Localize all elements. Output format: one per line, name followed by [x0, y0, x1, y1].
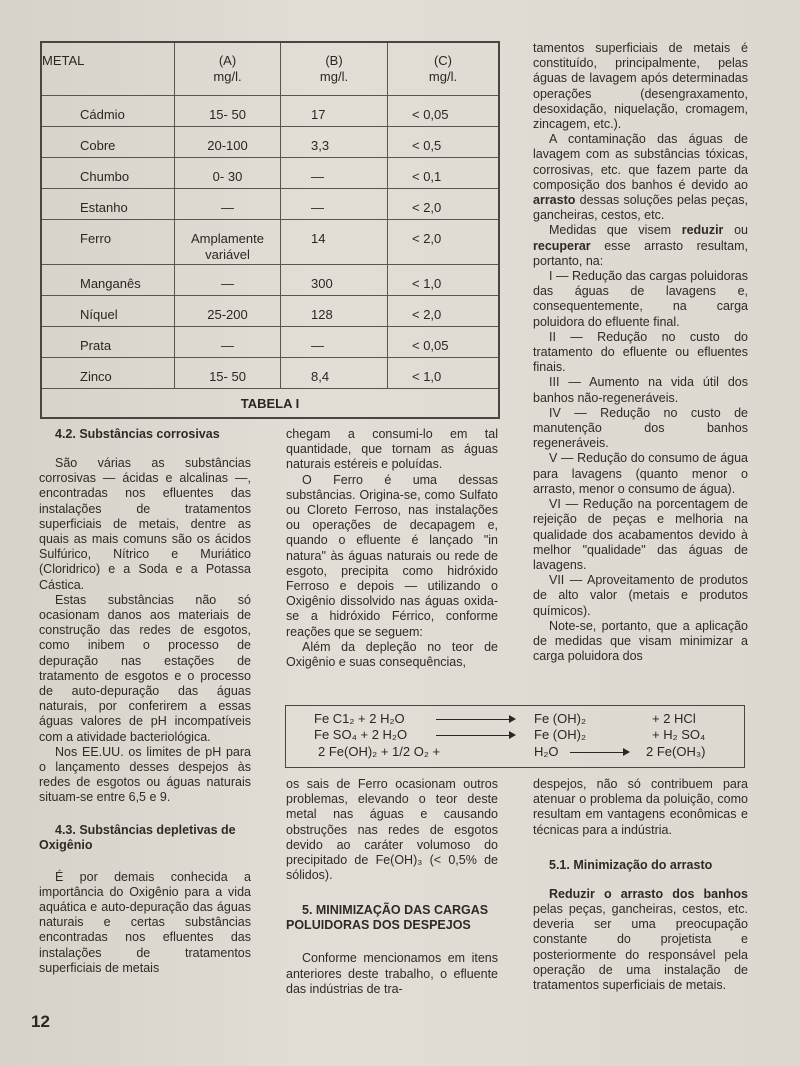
table-cell — [175, 95, 281, 126]
text-run: dessas soluções pelas peças, gancheiras, cestos, etc. — [533, 193, 748, 223]
text-run: Medidas que visem — [549, 223, 682, 238]
equation-2-left: Fe SO₄ + 2 H₂O — [314, 727, 408, 742]
table-cell — [388, 157, 498, 188]
table-cell — [42, 157, 175, 188]
emphasis: recuperar — [533, 238, 591, 253]
table-header-cell — [281, 43, 388, 95]
table-row — [42, 126, 498, 158]
paragraph: chegam a consumi-lo em tal quantidade, que tornam as águas naturais estéreis e poluídas. — [286, 427, 498, 472]
table-cell — [42, 219, 175, 264]
table-cell — [388, 188, 498, 219]
paragraph: Além da depleção no teor de Oxigênio e suas consequências, — [286, 639, 498, 670]
table-cell — [175, 357, 281, 388]
table-cell — [281, 157, 388, 188]
table-cell — [42, 357, 175, 388]
list-item: III — Aumento na vida útil dos banhos não-regeneráveis. — [533, 375, 748, 405]
emphasis: arrasto — [533, 193, 576, 208]
cell-text: Prata — [80, 338, 112, 353]
table-cell — [281, 357, 388, 388]
table-cell — [175, 264, 281, 295]
arrow-icon — [570, 752, 628, 753]
text-run: A contaminação das águas de lavagem com as substâncias tóxicas, corrosivas, etc. que fazem parte da composição dos banhos é devido ao — [533, 132, 748, 192]
equation-1-product: Fe (OH)₂ — [534, 711, 586, 726]
list-item: IV — Redução no custo de manutenção dos banhos regeneráveis. — [533, 405, 748, 451]
table-cell — [388, 95, 498, 126]
equation-2-product: Fe (OH)₂ — [534, 727, 586, 742]
table-row — [42, 95, 498, 127]
cell-text: Ferro — [80, 231, 112, 246]
table-caption: TABELA I — [240, 396, 300, 411]
table-row — [42, 357, 498, 389]
cell-text: < 0,1 — [412, 169, 442, 184]
cell-text: Cádmio — [80, 107, 125, 122]
table-row — [42, 326, 498, 358]
table-cell — [388, 264, 498, 295]
table-cell — [388, 295, 498, 326]
section-heading-4-3: 4.3. Substâncias depletivas de Oxigênio — [39, 822, 236, 852]
table-cell — [281, 126, 388, 157]
table-cell — [42, 188, 175, 219]
table-cell — [175, 326, 281, 357]
equation-2-right: + H₂ SO₄ — [652, 727, 706, 742]
cell-text: Cobre — [80, 138, 116, 153]
cell-text: Manganês — [80, 276, 141, 291]
equation-3-right: 2 Fe(OH₃) — [646, 744, 706, 759]
cell-text: 14 — [311, 231, 326, 246]
table-cell — [388, 326, 498, 357]
cell-text: 8,4 — [311, 369, 330, 384]
paragraph — [533, 223, 748, 269]
equation-1-right: + 2 HCl — [652, 711, 696, 726]
arrow-icon — [436, 735, 514, 736]
column-3 — [533, 41, 748, 664]
equation-3-left: 2 Fe(OH)₂ + 1/2 O₂ + — [318, 744, 441, 759]
section-heading-4-2: 4.2. Substâncias corrosivas — [55, 427, 220, 441]
cell-text: < 2,0 — [412, 200, 442, 215]
cell-text: — — [311, 169, 324, 184]
table-row — [42, 264, 498, 296]
table-header-cell — [388, 43, 498, 95]
column-2-lower — [286, 777, 498, 997]
cell-text: METAL — [42, 53, 85, 68]
paragraph: Estas substâncias não só ocasionam danos aos materiais de construção das redes de esgotos, como inibem o processo de depuração nas estações de tratamento de esgotos e o processo de auto-depuração das águas naturais, por conferirem a essas águas valores de pH incompatíveis com a atividade bacteriológica. — [39, 592, 251, 744]
table-header-cell — [175, 43, 281, 95]
paragraph: os sais de Ferro ocasionam outros problemas, elevando o teor deste metal nas águas e causando obstruções nas redes de esgotos devido ao caráter volumoso do precipitado de Fe(OH)₃ (< 0,5% de sólidos). — [286, 777, 498, 883]
cell-text: Chumbo — [80, 169, 130, 184]
paragraph — [533, 132, 748, 223]
emphasis: Reduzir o arrasto dos banhos — [549, 886, 748, 901]
table-cell — [175, 157, 281, 188]
list-item: VI — Redução na porcentagem de rejeição de peças e melhoria na qualidade dos acabamentos devido à melhor "qualidade" das águas de lavagens. — [533, 497, 748, 572]
paragraph: Nos EE.UU. os limites de pH para o lançamento desses despejos às redes de esgotos ou águas naturais situam-se entre 6,5 e 9. — [39, 744, 251, 805]
table-cell — [281, 95, 388, 126]
emphasis: reduzir — [681, 223, 724, 238]
table-cell — [42, 326, 175, 357]
cell-text: Estanho — [80, 200, 128, 215]
cell-text: Amplamente variável — [191, 231, 264, 262]
text-run: ou — [723, 223, 748, 238]
cell-text: < 2,0 — [412, 231, 442, 246]
list-item: VII — Aproveitamento de produtos de alto valor (metais e produtos químicos). — [533, 573, 748, 618]
cell-text: Níquel — [80, 307, 118, 322]
paragraph: tamentos superficiais de metais é constituído, principalmente, pelas águas de lavagem após determinadas operações (desengraxamento, desoxidação, niquelação, cromagem, zincagem, etc.). — [533, 41, 748, 132]
table-cell — [42, 295, 175, 326]
section-heading-5: 5. MINIMIZAÇÃO DAS CARGAS POLUIDORAS DOS DESPEJOS — [286, 903, 489, 933]
column-2 — [286, 427, 498, 670]
text-run: pelas peças, gancheiras, cestos, etc. deveria ser uma preocupação constante do projetista e posteriormente do responsável pela operação de uma instalação de tratamentos superficiais de metais. — [533, 902, 748, 993]
cell-text: (C) mg/l. — [428, 53, 458, 84]
text-run: esse arrasto resultam, portanto, na: — [533, 238, 748, 268]
page-number: 12 — [31, 1012, 50, 1031]
list-item: II — Redução no custo do tratamento do efluente ou efluentes finais. — [533, 329, 748, 375]
cell-text: 300 — [311, 276, 333, 291]
table-cell — [281, 219, 388, 264]
cell-text: < 0,5 — [412, 138, 442, 153]
paragraph: São várias as substâncias corrosivas — ácidas e alcalinas —, encontradas nos efluentes das instalações de tratamentos superficiais de metais, dentre as quais as mais comuns são os ácidos Sulfúrico, Nítrico e Muriático (Cloridrico) e a Soda e a Potassa Cástica. — [39, 456, 251, 592]
paragraph: É por demais conhecida a importância do Oxigênio para a vida aquática e auto-depuração das águas naturais e certas substâncias encontradas nos efluentes das instalações de tratamentos superficiais de metais — [39, 869, 251, 975]
cell-text: — — [311, 338, 324, 353]
cell-text: < 0,05 — [412, 338, 449, 353]
table-cell — [42, 126, 175, 157]
table-row — [42, 295, 498, 327]
cell-text: 20-100 — [207, 138, 248, 153]
cell-text: 128 — [311, 307, 333, 322]
cell-text: — — [311, 200, 324, 215]
cell-text: < 1,0 — [412, 276, 442, 291]
cell-text: 17 — [311, 107, 326, 122]
table-cell — [388, 219, 498, 264]
table-cell — [281, 326, 388, 357]
cell-text: < 2,0 — [412, 307, 442, 322]
cell-text: 15- 50 — [209, 107, 246, 122]
cell-text: — — [221, 338, 234, 353]
table-cell — [388, 126, 498, 157]
arrow-icon — [436, 719, 514, 720]
paragraph — [533, 887, 748, 993]
cell-text: < 1,0 — [412, 369, 442, 384]
paragraph: Note-se, portanto, que a aplicação de medidas que visam minimizar a carga poluidora dos — [533, 618, 748, 664]
reaction-equations-box — [285, 705, 745, 768]
section-heading-5-1: 5.1. Minimização do arrasto — [549, 857, 713, 872]
cell-text: — — [221, 276, 234, 291]
cell-text: (B) mg/l. — [319, 53, 349, 84]
table-row — [42, 188, 498, 220]
table-header-cell — [42, 43, 175, 95]
paragraph: Conforme mencionamos em itens anteriores deste trabalho, o efluente das indústrias de tra- — [286, 951, 498, 996]
paragraph: O Ferro é uma dessas substâncias. Origina-se, como Sulfato ou Cloreto Ferroso, nas instalações ou operações de decapagem e, quando o efluente é lançado "in natura" às águas naturais ou rede de esgoto, precipita como hidróxido Ferroso e depois — utilizando o Oxigênio dissolvido nas águas oxida-se a hidróxido Férrico, conforme reações que se seguem: — [286, 472, 498, 639]
column-1 — [39, 427, 251, 976]
list-item: I — Redução das cargas poluidoras das águas de lavagens e, consequentemente, na carga poluidora do efluente final. — [533, 269, 748, 329]
table-cell — [175, 219, 281, 264]
table-cell — [281, 188, 388, 219]
equation-1-left: Fe C1₂ + 2 H₂O — [314, 711, 405, 726]
table-header-row — [42, 43, 498, 96]
metals-table — [40, 41, 500, 419]
cell-text: (A) mg/l. — [213, 53, 242, 84]
table-cell — [42, 95, 175, 126]
table-cell — [281, 295, 388, 326]
table-cell — [42, 264, 175, 295]
table-cell — [175, 295, 281, 326]
cell-text: 25-200 — [207, 307, 248, 322]
cell-text: — — [221, 200, 234, 215]
table-cell — [175, 188, 281, 219]
list-item: V — Redução do consumo de água para lavagens (quanto menor o arrasto, menor o consumo de água). — [533, 451, 748, 496]
paragraph: despejos, não só contribuem para atenuar o problema da poluição, como resultam em vantagens econômicas e técnicas para a indústria. — [533, 777, 748, 837]
cell-text: Zinco — [80, 369, 112, 384]
table-row — [42, 157, 498, 189]
table-row — [42, 219, 498, 265]
table-cell — [175, 126, 281, 157]
cell-text: 0- 30 — [212, 169, 243, 184]
cell-text: 3,3 — [311, 138, 330, 153]
table-cell — [281, 264, 388, 295]
table-cell — [388, 357, 498, 388]
column-3-lower — [533, 777, 748, 993]
cell-text: < 0,05 — [412, 107, 449, 122]
cell-text: 15- 50 — [209, 369, 246, 384]
equation-3-reactant: H₂O — [534, 744, 559, 759]
